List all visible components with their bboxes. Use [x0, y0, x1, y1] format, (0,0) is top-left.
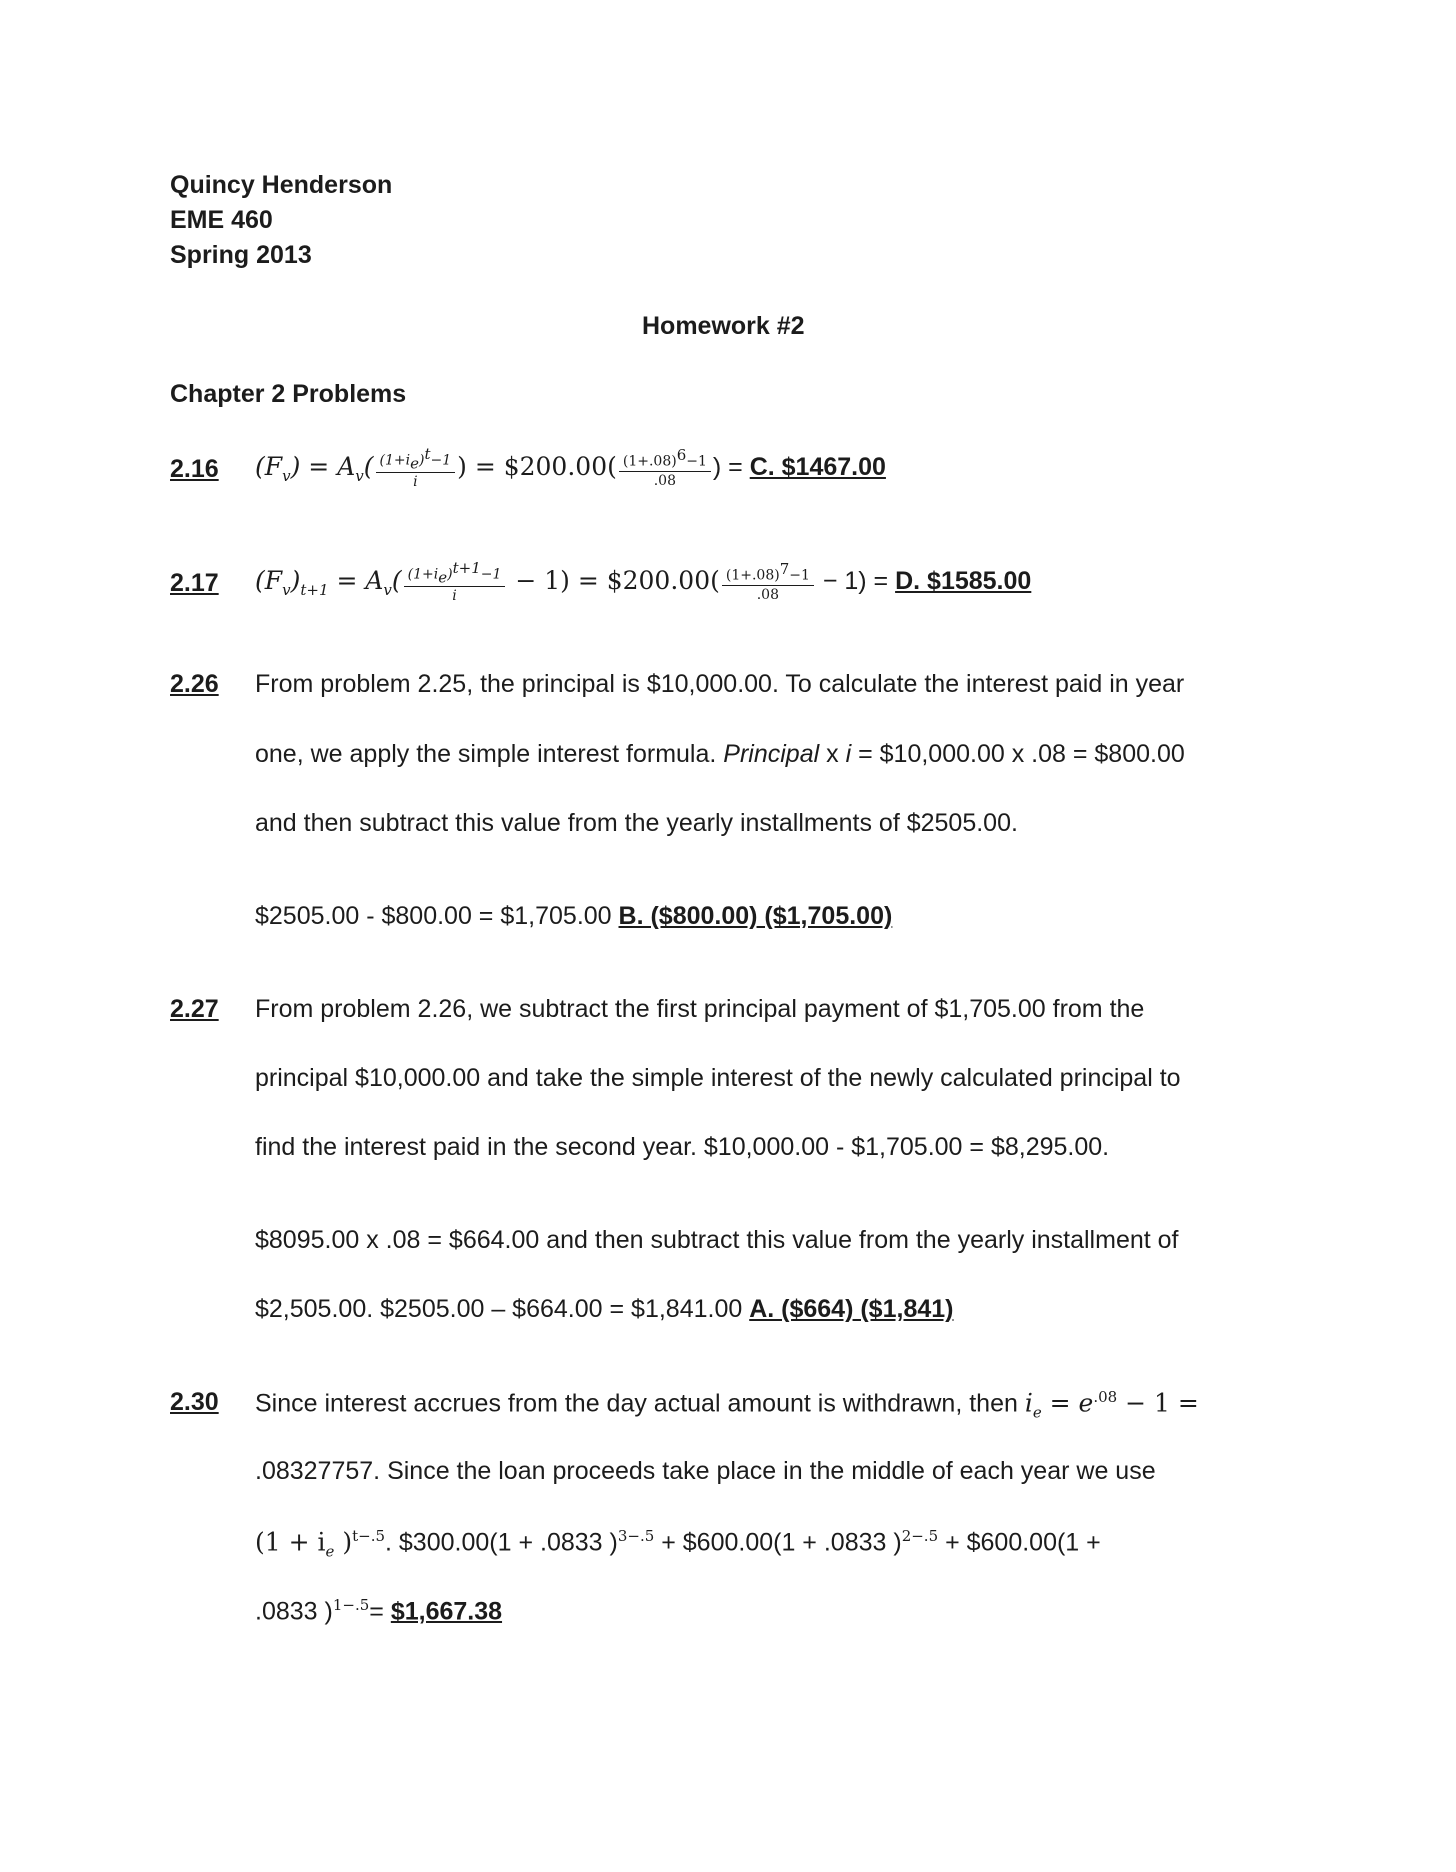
paragraph-line: find the interest paid in the second year. $10,000.00 - $1,705.00 = $8,295.00.	[255, 1133, 1110, 1161]
term: Spring 2013	[170, 241, 312, 269]
paragraph-line: .08327757. Since the loan proceeds take place in the middle of each year we use	[255, 1457, 1156, 1485]
problem-2-16-formula: $(F_v) = A_v$( $\frac{(1+i_e)^t-1}{i}$ ) = $200.00( $\frac{(1+.08)^6-1}{.08}$ ) = C. $1467.00	[255, 444, 886, 491]
paragraph-line: ($1 + i_e$ )$^{t-.5}$. $300.00(1 + .0833 )$^{3-.5}$ + $600.00(1 + .0833 )$^{2-.5}$ + $600.00(1 +	[255, 1527, 1101, 1561]
paragraph-line: and then subtract this value from the yearly installments of $2505.00.	[255, 809, 1018, 837]
answer: B. ($800.00) ($1,705.00)	[618, 902, 893, 930]
paragraph-line: $2505.00 - $800.00 = $1,705.00 B. ($800.00) ($1,705.00)	[255, 902, 893, 930]
paragraph-line: From problem 2.26, we subtract the first principal payment of $1,705.00 from the	[255, 995, 1145, 1023]
problem-number: 2.16	[170, 455, 219, 483]
paragraph-line: one, we apply the simple interest formula. Principal x i = $10,000.00 x .08 = $800.00	[255, 740, 1185, 768]
answer: D. $1585.00	[895, 567, 1032, 595]
page-title: Homework #2	[642, 312, 805, 340]
course-code: EME 460	[170, 206, 273, 234]
paragraph-line: $8095.00 x .08 = $664.00 and then subtract this value from the yearly installment of	[255, 1226, 1179, 1254]
paragraph-line: From problem 2.25, the principal is $10,000.00. To calculate the interest paid in year	[255, 670, 1185, 698]
problem-number: 2.30	[170, 1388, 219, 1416]
fraction: $\frac{(1+i_e)^t-1}{i}$	[376, 446, 456, 491]
section-heading: Chapter 2 Problems	[170, 380, 407, 408]
problem-number: 2.26	[170, 670, 219, 698]
fraction: $\frac{(1+i_e)^{t+1}-1}{i}$	[404, 560, 506, 605]
paragraph-line: principal $10,000.00 and take the simple interest of the newly calculated principal to	[255, 1064, 1181, 1092]
problem-2-17-formula: $(F_v)_{t+1} = A_v$( $\frac{(1+i_e)^{t+1}-1}{i}$ − 1) = $200.00( $\frac{(1+.08)^7-1}{.08}$ − 1) = D. $1585.00	[255, 558, 1032, 605]
paragraph-line: Since interest accrues from the day actual amount is withdrawn, then $i_e = e^{.08} - 1$ =	[255, 1388, 1199, 1422]
answer: $1,667.38	[390, 1597, 503, 1626]
author-name: Quincy Henderson	[170, 171, 393, 199]
fraction: $\frac{(1+.08)^7-1}{.08}$	[722, 561, 814, 604]
problem-number: 2.27	[170, 995, 219, 1023]
paragraph-line: $2,505.00. $2505.00 – $664.00 = $1,841.00 A. ($664) ($1,841)	[255, 1295, 954, 1323]
answer: A. ($664) ($1,841)	[749, 1295, 954, 1323]
fraction: $\frac{(1+.08)^6-1}{.08}$	[619, 447, 711, 490]
problem-number: 2.17	[170, 569, 219, 597]
answer: C. $1467.00	[749, 453, 886, 481]
paragraph-line: .0833 )$^{1-.5}$= $1,667.38	[255, 1596, 503, 1626]
